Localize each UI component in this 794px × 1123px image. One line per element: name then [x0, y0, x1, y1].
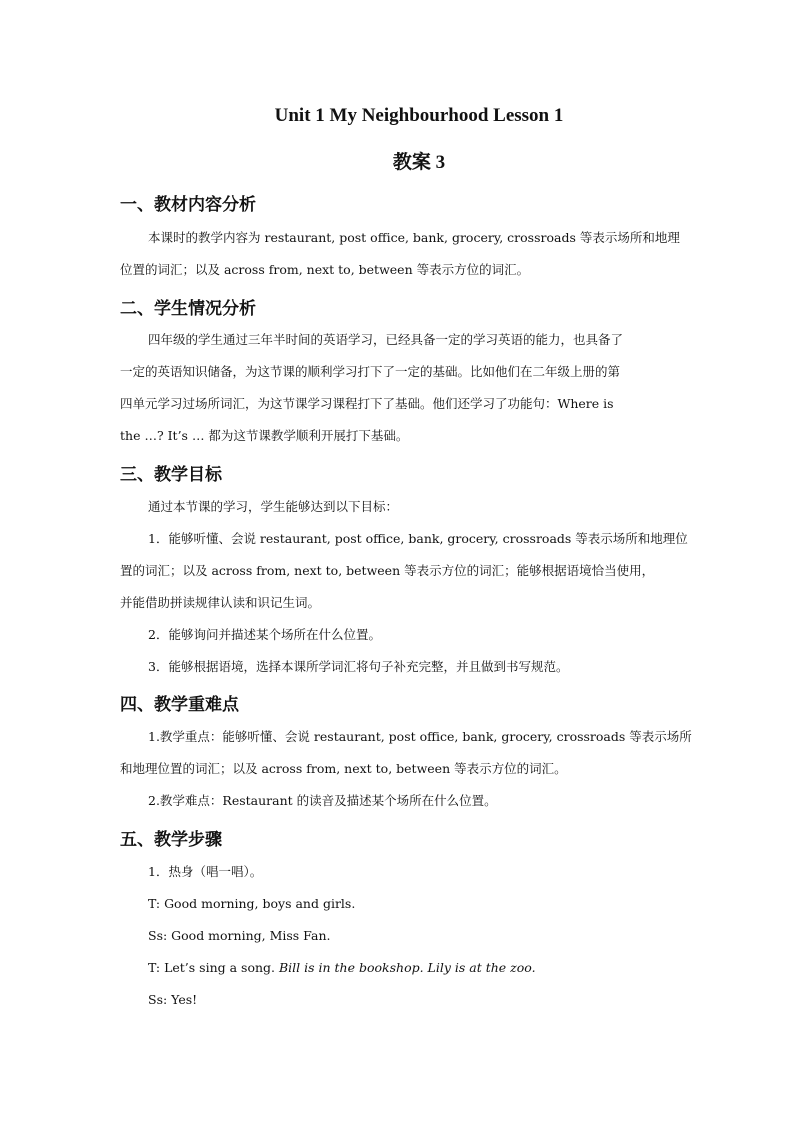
- section-body-steps: [120, 856, 675, 1016]
- paragraph-line: the …? It’s … 都为这节课教学顺利开展打下基础。: [120, 428, 409, 443]
- section-heading-key-points: 四、教学重难点: [120, 695, 239, 715]
- dialogue-line: Ss: Yes!: [148, 992, 198, 1007]
- section-heading-steps: 五、教学步骤: [120, 830, 222, 850]
- paragraph-line: 一定的英语知识储备，为这节课的顺利学习打下了一定的基础。比如他们在二年级上册的第: [120, 364, 621, 379]
- dialogue-line: T: Good morning, boys and girls.: [148, 896, 356, 911]
- document-subtitle: 教案 3: [392, 152, 446, 173]
- dialogue-line: [120, 952, 675, 984]
- song-lyrics: Bill is in the bookshop. Lily is at the zoo.: [278, 960, 536, 975]
- section-heading-objectives: 三、教学目标: [120, 465, 222, 485]
- section-body-objectives: [120, 491, 688, 683]
- paragraph-line: 通过本节课的学习，学生能够达到以下目标：: [148, 499, 399, 514]
- dialogue-line: Ss: Good morning, Miss Fan.: [148, 928, 331, 943]
- paragraph-line: 本课时的教学内容为 restaurant, post office, bank, grocery, crossroads 等表示场所和地理: [148, 230, 680, 245]
- document-title: Unit 1 My Neighbourhood Lesson 1: [274, 105, 564, 126]
- paragraph-line: 并能借助拼读规律认读和识记生词。: [120, 595, 321, 610]
- paragraph-line: 位置的词汇；以及 across from, next to, between 等表示方位的词汇。: [120, 262, 530, 277]
- section-body-content-analysis: [120, 222, 680, 286]
- paragraph-line: 置的词汇；以及 across from, next to, between 等表示方位的词汇；能够根据语境恰当使用，: [120, 563, 655, 578]
- difficult-point-line: 2.教学难点：Restaurant 的读音及描述某个场所在什么位置。: [148, 793, 497, 808]
- paragraph-line: 和地理位置的词汇；以及 across from, next to, between 等表示方位的词汇。: [120, 761, 567, 776]
- section-body-student-analysis: [120, 324, 675, 452]
- section-heading-student-analysis: 二、学生情况分析: [120, 299, 256, 319]
- key-point-line: 1.教学重点：能够听懂、会说 restaurant, post office, bank, grocery, crossroads 等表示场所: [148, 729, 692, 744]
- step-item-1: 1．热身（唱一唱）。: [148, 864, 263, 879]
- dialogue-text: T: Let’s sing a song.: [148, 960, 279, 975]
- paragraph-line: 四单元学习过场所词汇，为这节课学习课程打下了基础。他们还学习了功能句：Where is: [120, 396, 614, 411]
- paragraph-line: 四年级的学生通过三年半时间的英语学习，已经具备一定的学习英语的能力，也具备了: [148, 332, 624, 347]
- objective-item-2: 2．能够询问并描述某个场所在什么位置。: [148, 627, 381, 642]
- section-body-key-points: [120, 721, 692, 817]
- section-heading-content-analysis: 一、教材内容分析: [120, 195, 256, 215]
- objective-item-1: 1．能够听懂、会说 restaurant, post office, bank, grocery, crossroads 等表示场所和地理位: [148, 531, 688, 546]
- objective-item-3: 3．能够根据语境，选择本课所学词汇将句子补充完整，并且做到书写规范。: [148, 659, 569, 674]
